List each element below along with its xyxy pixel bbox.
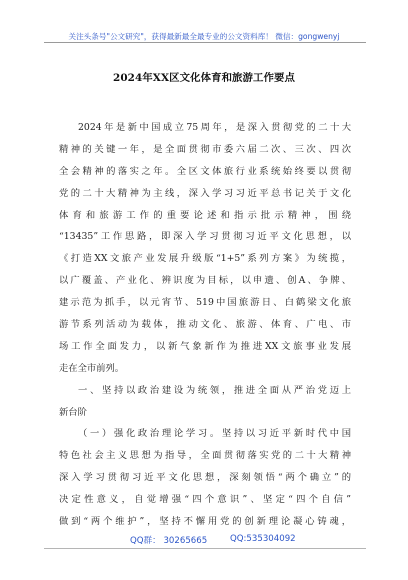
body-line: 党的二十大精神为主线，深入学习习近平总书记关于文化 (59, 187, 351, 199)
body-line: 深入学习贯彻习近平文化思想，深刻领悟“两个确立”的 (59, 472, 351, 484)
footer-qq-group: QQ群： 30265665 (130, 536, 208, 546)
section-heading-line: 新台阶 (59, 406, 87, 418)
footer-qq-number: QQ:535304092 (230, 534, 296, 544)
header-notice: 关注头条号"公文研究"，获得最新最全最专业的公文资料库！ 微信：gongwenyj (68, 32, 340, 41)
body-line: 体育和旅游工作的重要论述和指示批示精神，围绕 (59, 209, 351, 221)
body-line: 特色社会主义思想为指导，全面贯彻落实党的二十大精神 (59, 450, 351, 462)
body-line: 做到“两个维护”，坚持不懈用党的创新理论凝心铸魂， (59, 516, 351, 528)
body-line: 精神的关键一年，是全面贯彻市委六届二次、三次、四次 (59, 143, 351, 155)
body-line: 场工作全面发力，以新气象新作为推进XX文旅事业发展 (59, 340, 351, 352)
body-line: 走在全市前列。 (59, 362, 125, 374)
body-line: 以广覆盖、产业化、辨识度为目标，以申遗、创A、争牌、 (59, 275, 351, 287)
body-line: “13435”工作思路，即深入学习贯彻习近平文化思想，以 (59, 231, 351, 243)
header-divider (44, 42, 366, 43)
body-line: 决定性意义，自觉增强“四个意识”、坚定“四个自信” (59, 494, 351, 506)
body-line: 游节系列活动为载体，推动文化、旅游、体育、广电、市 (59, 319, 351, 331)
document-body (59, 117, 351, 533)
body-line: （一）强化政治理论学习。坚持以习近平新时代中国 (78, 428, 351, 440)
footer-divider (44, 548, 366, 549)
body-line: 《打造XX文旅产业发展升级版“1+5”系列方案》为统揽， (59, 253, 351, 265)
document-title: 2024年XX区文化体育和旅游工作要点 (112, 72, 296, 84)
body-line: 建示范为抓手，以元宵节、519中国旅游日、白鹤梁文化旅 (59, 297, 351, 309)
body-line: 全会精神的落实之年。全区文体旅行业系统始终要以贯彻 (59, 165, 351, 177)
section-heading-line: 一、坚持以政治建设为统领，推进全面从严治党迈上 (78, 384, 351, 396)
body-line: 2024年是新中国成立75周年，是深入贯彻党的二十大 (78, 122, 351, 133)
